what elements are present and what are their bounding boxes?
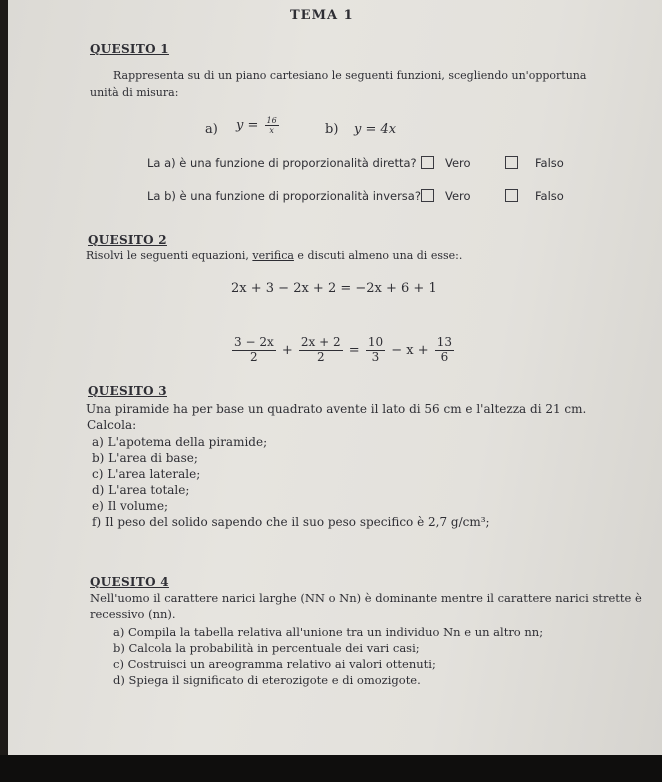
q3-heading: QUESITO 3 bbox=[88, 384, 167, 398]
q2-eq2-plus: + bbox=[281, 342, 293, 358]
q2-eq2-f2-num: 2x + 2 bbox=[300, 335, 341, 349]
page-title: TEMA 1 bbox=[290, 8, 354, 23]
q2-eq2-f3-den: 3 bbox=[371, 349, 380, 364]
q3-item-f: f) Il peso del solido sapendo che il suo peso specifico è 2,7 g/cm³; bbox=[92, 515, 490, 529]
q1a-falso-checkbox[interactable] bbox=[505, 156, 518, 169]
q4-item-b: b) Calcola la probabilità in percentuale dei vari casi; bbox=[113, 641, 420, 655]
q2-eq2-mid: − x + bbox=[391, 342, 429, 358]
q2-heading: QUESITO 2 bbox=[88, 233, 167, 247]
q1-function-a-y: y = bbox=[236, 118, 259, 134]
q4-intro-line1: Nell'uomo il carattere narici larghe (NN o Nn) è dominante mentre il carattere narici strette è bbox=[90, 591, 642, 605]
q1-function-b-label: b) bbox=[325, 122, 339, 137]
q2-intro-verifica: verifica bbox=[252, 249, 294, 262]
q2-eq2-fraction-2 bbox=[299, 336, 343, 365]
q1b-falso-label: Falso bbox=[535, 189, 564, 203]
q3-item-a: a) L'apotema della piramide; bbox=[92, 435, 268, 449]
q3-item-d: d) L'area totale; bbox=[92, 483, 190, 497]
q2-intro-post: e discuti almeno una di esse:. bbox=[293, 249, 463, 262]
q2-eq2-f4-num: 13 bbox=[436, 335, 453, 349]
q1-question-b: La b) è una funzione di proporzionalità inversa? bbox=[147, 189, 421, 203]
q1-intro-line1: Rappresenta su di un piano cartesiano le seguenti funzioni, scegliendo un'opportuna bbox=[113, 69, 587, 82]
q4-item-c: c) Costruisci un areogramma relativo ai valori ottenuti; bbox=[113, 657, 436, 671]
q2-eq2-fraction-1 bbox=[232, 336, 276, 365]
q2-eq2-f3-num: 10 bbox=[367, 335, 384, 349]
q1-intro-line2: unità di misura: bbox=[90, 86, 179, 99]
q3-item-b: b) L'area di base; bbox=[92, 451, 198, 465]
q4-item-d: d) Spiega il significato di eterozigote e di omozigote. bbox=[113, 673, 421, 687]
q1-question-a: La a) è una funzione di proporzionalità diretta? bbox=[147, 156, 417, 170]
q2-equation-1: 2x + 3 − 2x + 2 = −2x + 6 + 1 bbox=[231, 281, 437, 296]
q1b-falso-checkbox[interactable] bbox=[505, 189, 518, 202]
q1b-vero-checkbox[interactable] bbox=[421, 189, 434, 202]
q3-intro: Una piramide ha per base un quadrato avente il lato di 56 cm e l'altezza di 21 cm. bbox=[86, 402, 587, 416]
q1-function-a-numerator: 16 bbox=[266, 116, 277, 125]
q1a-vero-checkbox[interactable] bbox=[421, 156, 434, 169]
q1-function-b: y = 4x bbox=[354, 122, 397, 137]
q2-eq2-fraction-3 bbox=[366, 336, 385, 365]
q4-intro-line2: recessivo (nn). bbox=[90, 607, 176, 621]
q2-eq2-f2-den: 2 bbox=[316, 349, 325, 364]
q2-equation-2 bbox=[230, 336, 456, 365]
q1-heading: QUESITO 1 bbox=[90, 42, 169, 56]
q2-eq2-equals: = bbox=[348, 342, 360, 358]
q3-item-e: e) Il volume; bbox=[92, 499, 169, 513]
q1a-vero-label: Vero bbox=[445, 156, 471, 170]
q4-item-a: a) Compila la tabella relativa all'unione tra un individuo Nn e un altro nn; bbox=[113, 625, 544, 639]
q1-function-a-fraction bbox=[265, 116, 279, 135]
q2-eq2-f1-den: 2 bbox=[250, 349, 258, 364]
q2-eq2-fraction-4 bbox=[435, 336, 454, 365]
background-edge bbox=[0, 755, 662, 782]
q2-eq2-f4-den: 6 bbox=[440, 349, 449, 364]
q1b-vero-label: Vero bbox=[445, 189, 471, 203]
q1-function-a bbox=[236, 116, 281, 135]
q2-eq2-f1-num: 3 − 2x bbox=[234, 335, 274, 349]
q2-intro bbox=[86, 249, 462, 262]
q3-item-c: c) L'area laterale; bbox=[92, 467, 201, 481]
q2-intro-pre: Risolvi le seguenti equazioni, bbox=[86, 249, 253, 262]
q1-function-a-denominator: x bbox=[269, 126, 274, 136]
q3-calcola: Calcola: bbox=[87, 418, 137, 432]
q4-heading: QUESITO 4 bbox=[90, 575, 169, 589]
q1a-falso-label: Falso bbox=[535, 156, 564, 170]
q1-function-a-label: a) bbox=[205, 122, 218, 137]
